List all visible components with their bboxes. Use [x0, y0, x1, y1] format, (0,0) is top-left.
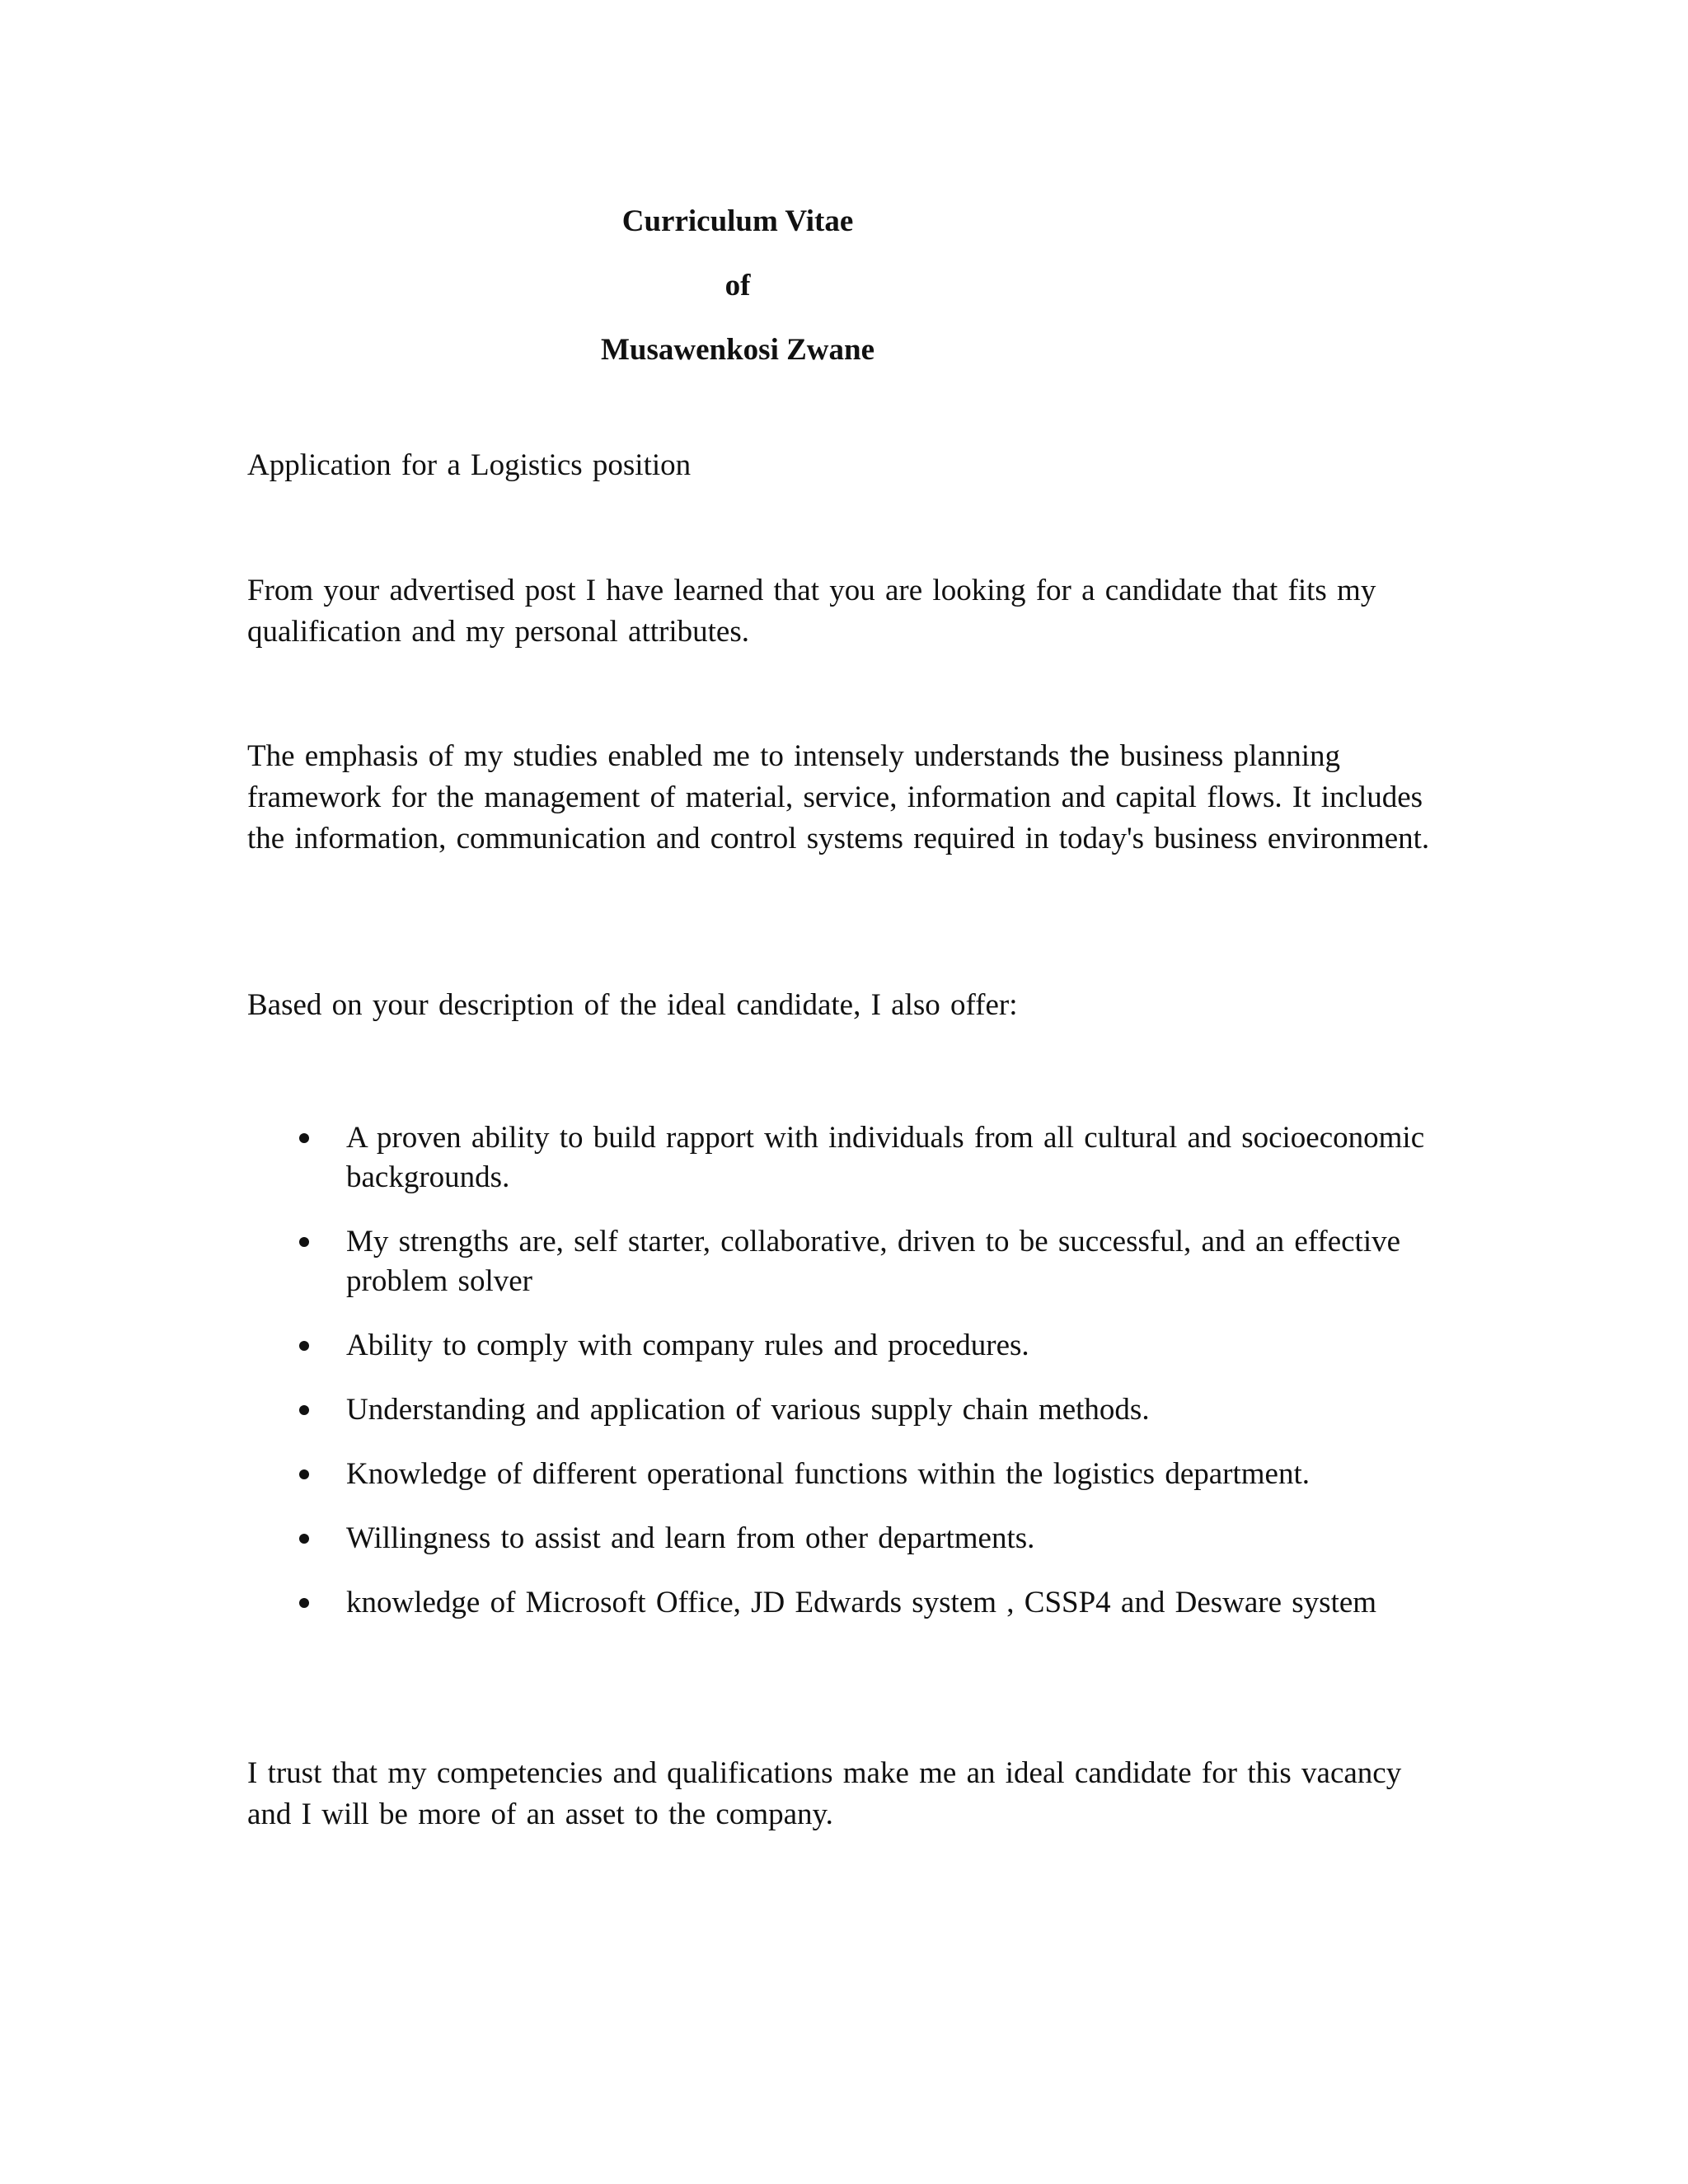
- emphasis-text-end: business planning framework for the management of material, service, information and capital flows. It includes the information, communication and control systems required in today's business environment.: [247, 739, 1430, 855]
- bullet-text: Understanding and application of various supply chain methods.: [346, 1393, 1150, 1427]
- applicant-name: Musawenkosi Zwane: [600, 333, 875, 367]
- bullet-text: Ability to comply with company rules and procedures.: [346, 1329, 1029, 1362]
- list-item: [247, 1519, 1434, 1558]
- bullet-icon: [299, 1534, 309, 1544]
- bullet-text: knowledge of Microsoft Office, JD Edwards system , CSSP4 and Desware system: [346, 1586, 1377, 1619]
- bullet-text: Knowledge of different operational functions within the logistics department.: [346, 1457, 1310, 1491]
- application-subject: Application for a Logistics position: [247, 448, 692, 482]
- cv-title-block: [0, 190, 1475, 382]
- bullet-icon: [299, 1405, 309, 1415]
- emphasis-text-the: the: [1069, 740, 1110, 772]
- bullet-icon: [299, 1237, 309, 1247]
- list-item: [247, 1455, 1434, 1494]
- offer-bullet-list: [247, 1118, 1434, 1647]
- cv-title-of: of: [724, 269, 751, 302]
- bullet-icon: [299, 1598, 309, 1608]
- bullet-icon: [299, 1133, 309, 1143]
- list-item: [247, 1118, 1434, 1197]
- intro-paragraph: From your advertised post I have learned that you are looking for a candidate that fits my qualification and my personal attributes.: [247, 574, 1376, 649]
- offer-intro: Based on your description of the ideal candidate, I also offer:: [247, 988, 1018, 1022]
- bullet-text: Willingness to assist and learn from other departments.: [346, 1521, 1035, 1555]
- emphasis-text-start: The emphasis of my studies enabled me to intensely understands: [247, 739, 1070, 773]
- cv-title: Curriculum Vitae: [621, 204, 854, 238]
- bullet-icon: [299, 1469, 309, 1479]
- closing-paragraph: I trust that my competencies and qualifications make me an ideal candidate for this vacancy and I will be more of an asset to the company.: [247, 1756, 1402, 1831]
- list-item: [247, 1583, 1434, 1623]
- bullet-icon: [299, 1341, 309, 1351]
- bullet-text: A proven ability to build rapport with individuals from all cultural and socioeconomic backgrounds.: [346, 1121, 1425, 1194]
- emphasis-paragraph: [247, 736, 1434, 860]
- list-item: [247, 1222, 1434, 1301]
- bullet-text: My strengths are, self starter, collaborative, driven to be successful, and an effective problem solver: [346, 1225, 1401, 1298]
- list-item: [247, 1326, 1434, 1366]
- list-item: [247, 1390, 1434, 1430]
